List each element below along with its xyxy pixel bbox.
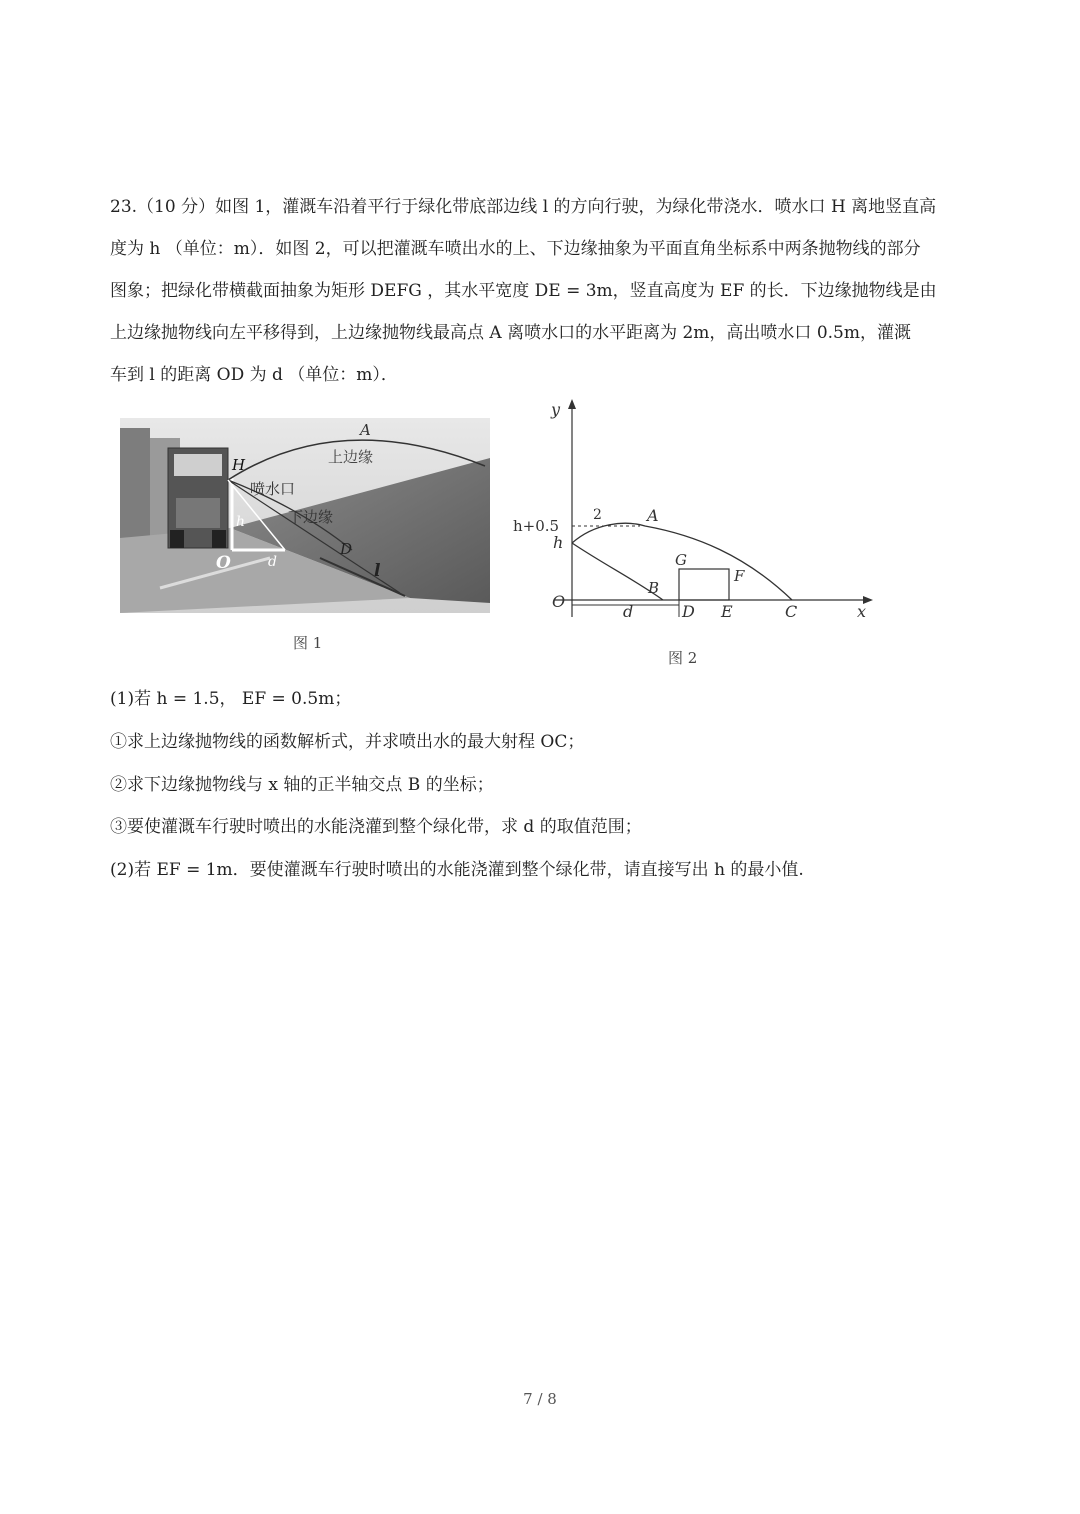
- green-belt-rectangle: [679, 569, 729, 600]
- fig1-label-h: h: [236, 514, 246, 530]
- fig2-label-h-plus: h+0.5: [513, 517, 560, 535]
- question-line: ③要使灌溉车行驶时喷出的水能浇灌到整个绿化带，求 d 的取值范围；: [110, 817, 642, 837]
- figure-2: [505, 395, 895, 635]
- figure-1-caption: 图 1: [293, 634, 323, 652]
- fig2-label-two: 2: [593, 507, 602, 523]
- fig2-label-G: G: [675, 551, 687, 569]
- problem-line: 23.（10 分）如图 1，灌溉车沿着平行于绿化带底部边线 l 的方向行驶，为绿化带浇水．喷水口 H 离地竖直高: [110, 197, 937, 217]
- fig2-label-h: h: [553, 533, 564, 552]
- problem-line: 车到 l 的距离 OD 为 d （单位：m）．: [110, 365, 398, 385]
- fig1-label-O: O: [216, 553, 231, 573]
- fig1-label-A: A: [360, 421, 371, 439]
- question-line: ②求下边缘抛物线与 x 轴的正半轴交点 B 的坐标；: [110, 775, 494, 795]
- problem-line: 上边缘抛物线向左平移得到，上边缘抛物线最高点 A 离喷水口的水平距离为 2m，高出喷水口 0.5m，灌溉: [110, 323, 911, 343]
- question-line: (1)若 h = 1.5， EF = 0.5m；: [110, 689, 352, 709]
- fig2-label-B: B: [648, 579, 660, 597]
- fig2-label-d: d: [623, 602, 634, 621]
- question-line: (2)若 EF = 1m．要使灌溉车行驶时喷出的水能浇灌到整个绿化带，请直接写出 h 的最小值.: [110, 860, 804, 880]
- fig2-label-A: A: [647, 506, 659, 525]
- problem-line: 度为 h （单位：m）．如图 2，可以把灌溉车喷出水的上、下边缘抽象为平面直角坐标系中两条抛物线的部分: [110, 239, 921, 259]
- fig2-label-O: O: [552, 592, 566, 611]
- fig1-label-upper-edge: 上边缘: [328, 448, 374, 466]
- fig2-label-x: x: [857, 602, 867, 621]
- fig1-label-l: l: [374, 561, 381, 581]
- problem-line: 图象；把绿化带横截面抽象为矩形 DEFG ，其水平宽度 DE = 3m，竖直高度为 EF 的长．下边缘抛物线是由: [110, 281, 937, 301]
- fig1-label-D: D: [340, 540, 353, 558]
- fig1-label-nozzle: 喷水口: [250, 480, 296, 498]
- fig2-label-E: E: [721, 602, 733, 621]
- fig2-label-C: C: [785, 602, 798, 621]
- figure-1: [120, 418, 490, 613]
- fig2-label-y: y: [551, 400, 561, 419]
- fig1-label-H: H: [232, 456, 246, 474]
- question-line: ①求上边缘抛物线的函数解析式，并求喷出水的最大射程 OC；: [110, 732, 585, 752]
- page-number: 7 / 8: [523, 1390, 557, 1408]
- figure-2-caption: 图 2: [668, 649, 698, 667]
- fig2-label-D: D: [682, 602, 695, 621]
- fig1-label-lower-edge: 下边缘: [288, 508, 334, 526]
- fig2-label-F: F: [734, 567, 745, 585]
- fig1-label-d: d: [268, 554, 277, 570]
